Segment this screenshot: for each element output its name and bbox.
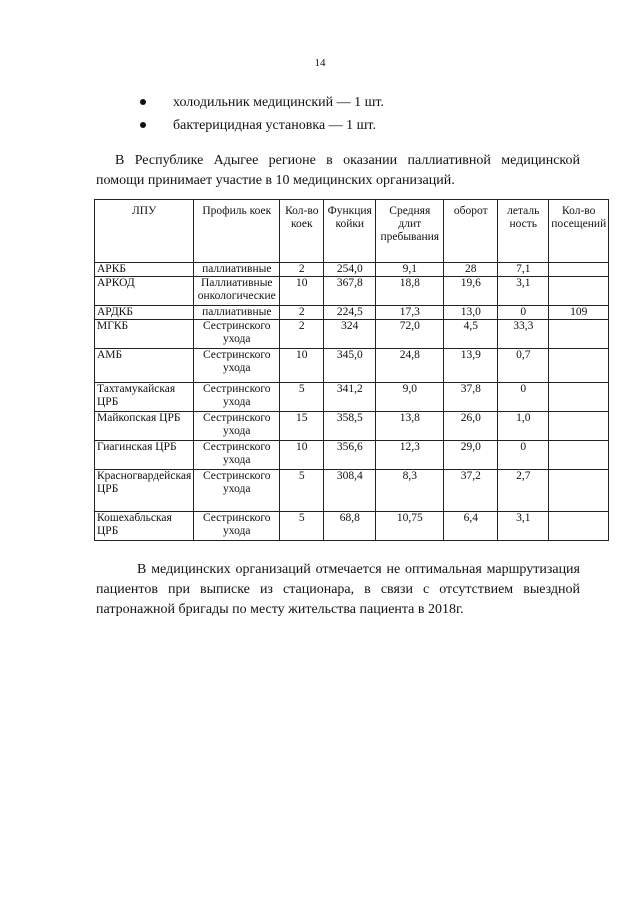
cell-bed-function: 68,8	[324, 512, 376, 541]
cell-beds: 10	[280, 441, 324, 470]
cell-bed-function: 345,0	[324, 349, 376, 383]
cell-visits	[549, 412, 609, 441]
cell-avg-stay: 24,8	[376, 349, 444, 383]
cell-visits	[549, 263, 609, 277]
cell-beds: 2	[280, 306, 324, 320]
cell-turnover: 28	[444, 263, 498, 277]
cell-mortality: 2,7	[498, 470, 549, 512]
cell-turnover: 4,5	[444, 320, 498, 349]
list-item-text: бактерицидная установка — 1 шт.	[173, 118, 376, 133]
cell-beds: 15	[280, 412, 324, 441]
cell-lpu: АРКОД	[95, 277, 194, 306]
cell-turnover: 26,0	[444, 412, 498, 441]
table-row	[95, 412, 609, 441]
table-row	[95, 263, 609, 277]
conclusion-paragraph: В медицинских организаций отмечается не оптимальная маршрутизация пациентов при выписке из стационара, в связи с отсутствием выездной патронажной бригады по месту жительства пациента в 2018г.	[96, 562, 580, 617]
cell-lpu: АМБ	[95, 349, 194, 383]
cell-avg-stay: 17,3	[376, 306, 444, 320]
table-row	[95, 306, 609, 320]
cell-turnover: 13,9	[444, 349, 498, 383]
cell-bed-function: 356,6	[324, 441, 376, 470]
cell-avg-stay: 12,3	[376, 441, 444, 470]
col-header-beds: Кол-во коек	[280, 200, 324, 263]
cell-lpu: АРДКБ	[95, 306, 194, 320]
cell-mortality: 0	[498, 441, 549, 470]
lpu-table	[94, 199, 609, 541]
table-row	[95, 320, 609, 349]
cell-profile: Сестринского ухода	[194, 470, 280, 512]
cell-mortality: 0	[498, 383, 549, 412]
cell-beds: 10	[280, 349, 324, 383]
col-header-avg-stay: Средняя длит пребывания	[376, 200, 444, 263]
cell-beds: 5	[280, 470, 324, 512]
table-row	[95, 383, 609, 412]
table-row	[95, 441, 609, 470]
cell-visits	[549, 349, 609, 383]
cell-profile: Сестринского ухода	[194, 512, 280, 541]
table-row	[95, 512, 609, 541]
cell-turnover: 6,4	[444, 512, 498, 541]
col-header-bed-function: Функция койки	[324, 200, 376, 263]
cell-lpu: АРКБ	[95, 263, 194, 277]
cell-mortality: 7,1	[498, 263, 549, 277]
cell-profile: паллиативные	[194, 306, 280, 320]
bullet-icon	[140, 99, 146, 105]
col-header-visits: Кол-во посещений	[549, 200, 609, 263]
list-item	[140, 118, 376, 134]
cell-avg-stay: 9,0	[376, 383, 444, 412]
cell-mortality: 3,1	[498, 512, 549, 541]
col-header-profile: Профиль коек	[194, 200, 280, 263]
cell-profile: Сестринского ухода	[194, 320, 280, 349]
cell-avg-stay: 18,8	[376, 277, 444, 306]
cell-mortality: 0	[498, 306, 549, 320]
cell-profile: Сестринского ухода	[194, 383, 280, 412]
cell-turnover: 37,8	[444, 383, 498, 412]
cell-mortality: 1,0	[498, 412, 549, 441]
cell-bed-function: 224,5	[324, 306, 376, 320]
cell-bed-function: 254,0	[324, 263, 376, 277]
list-item	[140, 95, 384, 111]
cell-turnover: 13,0	[444, 306, 498, 320]
cell-turnover: 37,2	[444, 470, 498, 512]
page-number: 14	[314, 57, 326, 69]
cell-bed-function: 358,5	[324, 412, 376, 441]
cell-profile: Сестринского ухода	[194, 412, 280, 441]
cell-visits	[549, 441, 609, 470]
intro-paragraph: В Республике Адыгее регионе в оказании паллиативной медицинской помощи принимает участие в 10 медицинских организаций.	[96, 153, 580, 188]
cell-profile: паллиативные	[194, 263, 280, 277]
cell-profile: Сестринского ухода	[194, 441, 280, 470]
cell-turnover: 19,6	[444, 277, 498, 306]
cell-avg-stay: 72,0	[376, 320, 444, 349]
cell-turnover: 29,0	[444, 441, 498, 470]
table-header-row	[95, 200, 609, 263]
cell-lpu: МГКБ	[95, 320, 194, 349]
cell-lpu: Майкопская ЦРБ	[95, 412, 194, 441]
cell-bed-function: 308,4	[324, 470, 376, 512]
cell-lpu: Гиагинская ЦРБ	[95, 441, 194, 470]
cell-bed-function: 341,2	[324, 383, 376, 412]
cell-visits	[549, 320, 609, 349]
col-header-lpu: ЛПУ	[95, 200, 194, 263]
cell-avg-stay: 9,1	[376, 263, 444, 277]
table-row	[95, 277, 609, 306]
cell-visits	[549, 383, 609, 412]
cell-bed-function: 324	[324, 320, 376, 349]
cell-visits: 109	[549, 306, 609, 320]
list-item-text: холодильник медицинский — 1 шт.	[173, 95, 384, 110]
cell-mortality: 3,1	[498, 277, 549, 306]
cell-visits	[549, 512, 609, 541]
cell-beds: 5	[280, 383, 324, 412]
cell-avg-stay: 10,75	[376, 512, 444, 541]
cell-visits	[549, 470, 609, 512]
table-row	[95, 470, 609, 512]
cell-beds: 2	[280, 263, 324, 277]
cell-visits	[549, 277, 609, 306]
cell-avg-stay: 13,8	[376, 412, 444, 441]
cell-mortality: 0,7	[498, 349, 549, 383]
table-row	[95, 349, 609, 383]
cell-lpu: Тахтамукайская ЦРБ	[95, 383, 194, 412]
cell-bed-function: 367,8	[324, 277, 376, 306]
cell-beds: 2	[280, 320, 324, 349]
cell-avg-stay: 8,3	[376, 470, 444, 512]
cell-profile: Паллиативные онкологические	[194, 277, 280, 306]
cell-profile: Сестринского ухода	[194, 349, 280, 383]
cell-beds: 5	[280, 512, 324, 541]
cell-lpu: Красногвардейская ЦРБ	[95, 470, 194, 512]
bullet-icon	[140, 122, 146, 128]
cell-beds: 10	[280, 277, 324, 306]
col-header-turnover: оборот	[444, 200, 498, 263]
cell-lpu: Кошехабльская ЦРБ	[95, 512, 194, 541]
cell-mortality: 33,3	[498, 320, 549, 349]
col-header-mortality: леталь ность	[498, 200, 549, 263]
